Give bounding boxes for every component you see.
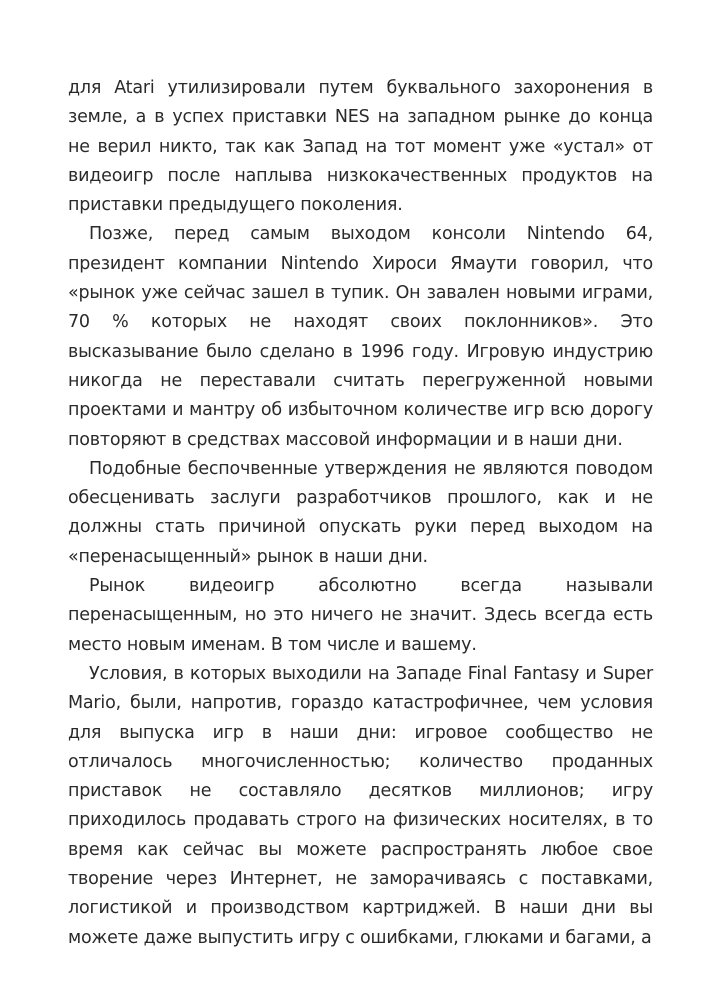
page-body	[68, 74, 653, 953]
paragraph-conditions: Условия, в которых выходили на Западе Final Fantasy и Super Mario, были, напротив, гораздо катастрофичнее, чем условия для выпуска игр в наши дни: игровое сообщество не отличалось многочисленностью; количество проданных приставок не составляло десятков миллионов; игру приходилось продавать строго на физических носителях, в то время как сейчас вы можете распространять любое свое творение через Интернет, не заморачиваясь с поставками, логистикой и производством картриджей. В наши дни вы можете даже выпустить игру с ошибками, глюками и багами, а	[68, 663, 653, 948]
paragraph-market-oversaturated: Рынок видеоигр абсолютно всегда называли перенасыщенным, но это ничего не значит. Здесь всегда есть место новым именам. В том числе и вашему.	[68, 576, 653, 655]
paragraph-yamauchi-quote: Позже, перед самым выходом консоли Nintendo 64, президент компании Nintendo Хироси Ямаути говорил, что «рынок уже сейчас зашел в тупик. Он завален новыми играми, 70 % которых не находят своих поклонников». Это высказывание было сделано в 1996 году. Игровую индустрию никогда не переставали считать перегруженной новыми проектами и мантру об избыточном количестве игр всю дорогу повторяют в средствах массовой информации и в наши дни.	[68, 224, 653, 450]
paragraph-continued: для Atari утилизировали путем буквального захоронения в земле, а в успех приставки NES на западном рынке до конца не верил никто, так как Запад на тот момент уже «устал» от видеоигр после наплыва низкокачественных продуктов на приставки предыдущего поколения.	[68, 78, 653, 216]
paragraph-groundless-claims: Подобные беспочвенные утверждения не являются поводом обесценивать заслуги разработчиков прошлого, как и не должны стать причиной опускать руки перед выходом на «перенасыщенный» рынок в наши дни.	[68, 458, 653, 567]
